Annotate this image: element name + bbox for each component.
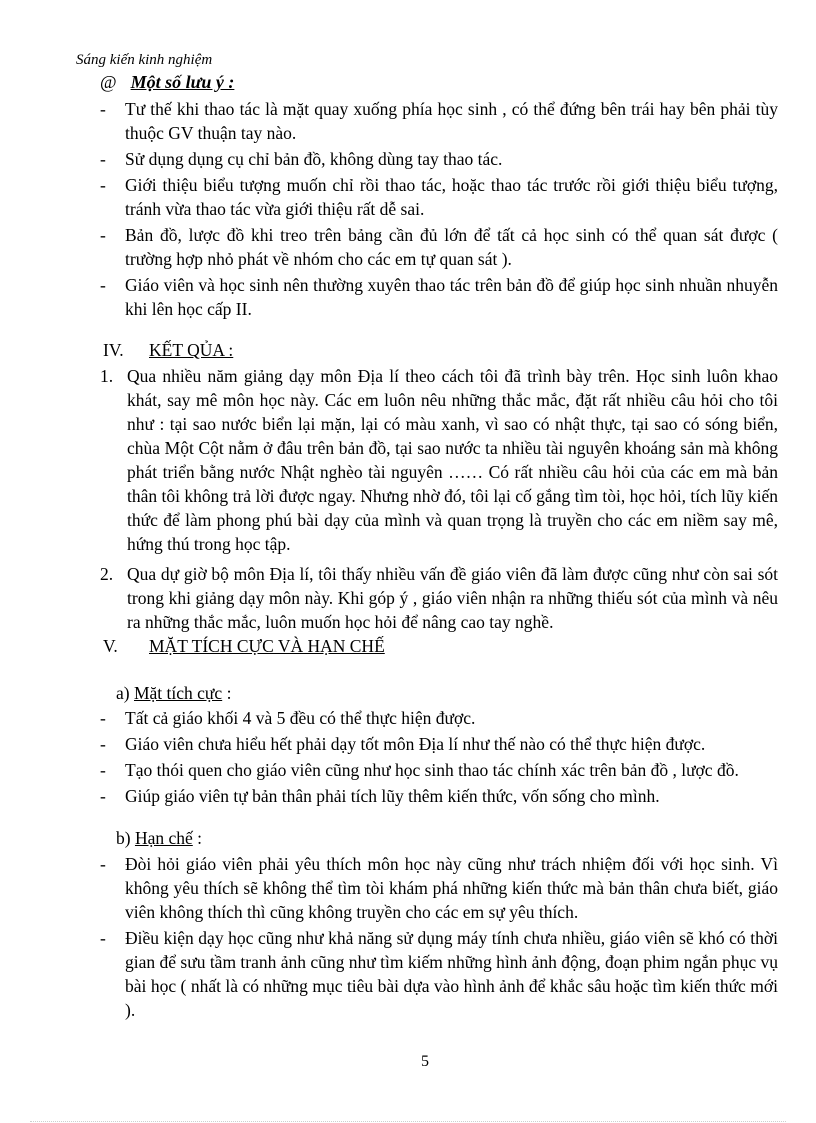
results-list xyxy=(100,364,778,636)
note-list xyxy=(100,97,778,323)
note-title: Một số lưu ý : xyxy=(130,72,235,92)
list-item: - Bản đồ, lược đồ khi treo trên bảng cần đủ lớn để tất cả học sinh có thể quan sát được ( trường hợp nhỏ phát về nhóm cho các em tự quan sát ). xyxy=(100,225,778,269)
subheading-a: a) Mặt tích cực : xyxy=(116,683,232,703)
positive-list xyxy=(100,706,778,810)
note-heading xyxy=(100,72,234,93)
section-title: MẶT TÍCH CỰC VÀ HẠN CHẾ xyxy=(149,636,385,656)
list-item: - Giúp giáo viên tự bản thân phải tích lũy thêm kiến thức, vốn sống cho mình. xyxy=(100,786,660,806)
section-heading-iv: IV. KẾT QỦA : xyxy=(103,340,234,360)
limitation-list xyxy=(100,852,778,1024)
page-number: 5 xyxy=(421,1053,429,1070)
list-item: - Sử dụng dụng cụ chỉ bản đồ, không dùng tay thao tác. xyxy=(100,149,503,169)
subheading-b: b) Hạn chế : xyxy=(116,828,203,848)
running-header: Sáng kiến kinh nghiệm xyxy=(76,52,213,68)
list-item: 1. Qua nhiều năm giảng dạy môn Địa lí theo cách tôi đã trình bày trên. Học sinh luôn khao khát, say mê môn học này. Các em luôn nêu những thắc mắc, đặt rất nhiều câu hỏi cho tôi như : tại sao nước biển lại mặn, lại có màu xanh, vì sao có nhật thực, tại sao có sóng biển, chùa Một Cột nằm ở đâu trên bản đồ, tại sao nước ta nhiều tài nguyên khoáng sản mà không phát triển bằng nước Nhật nghèo tài nguyên …… Có rất nhiều câu hỏi của các em mà bản thân tôi không trả lời được ngay. Nhưng nhờ đó, tôi lại cố gắng tìm tòi, học hỏi, tích lũy kiến thức để làm phong phú bài dạy của mình và quan trọng là truyền cho các em niềm say mê, hứng thú trong học tập. xyxy=(100,366,778,554)
at-symbol: @ xyxy=(100,72,117,92)
list-item: - Giới thiệu biểu tượng muốn chỉ rồi thao tác, hoặc thao tác trước rồi giới thiệu biểu tượng, tránh vừa thao tác vừa giới thiệu rất dễ sai. xyxy=(100,175,778,219)
page-bottom-border xyxy=(30,1121,786,1122)
list-item: 2. Qua dự giờ bộ môn Địa lí, tôi thấy nhiều vấn đề giáo viên đã làm được cũng như còn sai sót trong khi giảng dạy môn này. Khi góp ý , giáo viên nhận ra những thiếu sót của mình và nêu ra những thắc mắc, luôn muốn học hỏi để nâng cao tay nghề. xyxy=(100,564,778,632)
section-heading-v: V. MẶT TÍCH CỰC VÀ HẠN CHẾ xyxy=(103,636,385,656)
list-item: - Điều kiện dạy học cũng như khả năng sử dụng máy tính chưa nhiều, giáo viên sẽ khó có thời gian để sưu tầm tranh ảnh cũng như tìm kiếm những hình ảnh động, đoạn phim ngắn phục vụ bài học ( nhất là có những mục tiêu bài dựa vào hình ảnh để khắc sâu hoặc tìm kiến thức mới ). xyxy=(100,928,779,1020)
list-item: - Tạo thói quen cho giáo viên cũng như học sinh thao tác chính xác trên bản đồ , lược đồ. xyxy=(100,760,739,780)
list-item: - Giáo viên và học sinh nên thường xuyên thao tác trên bản đồ để giúp học sinh nhuần nhuyễn khi lên học cấp II. xyxy=(100,275,778,319)
section-title: KẾT QỦA : xyxy=(149,340,234,360)
list-item: - Tất cả giáo khối 4 và 5 đều có thể thực hiện được. xyxy=(100,708,476,728)
list-item: - Giáo viên chưa hiểu hết phải dạy tốt môn Địa lí như thế nào có thể thực hiện được. xyxy=(100,734,706,754)
list-item: - Đòi hỏi giáo viên phải yêu thích môn học này cũng như trách nhiệm đối với học sinh. Vì không yêu thích sẽ không thể tìm tòi khám phá những kiến thức mà bản thân chưa biết, giáo viên không thích thì cũng không truyền cho các em sự yêu thích. xyxy=(100,854,778,922)
list-item: - Tư thế khi thao tác là mặt quay xuống phía học sinh , có thể đứng bên trái hay bên phải tùy thuộc GV thuận tay nào. xyxy=(100,99,778,143)
